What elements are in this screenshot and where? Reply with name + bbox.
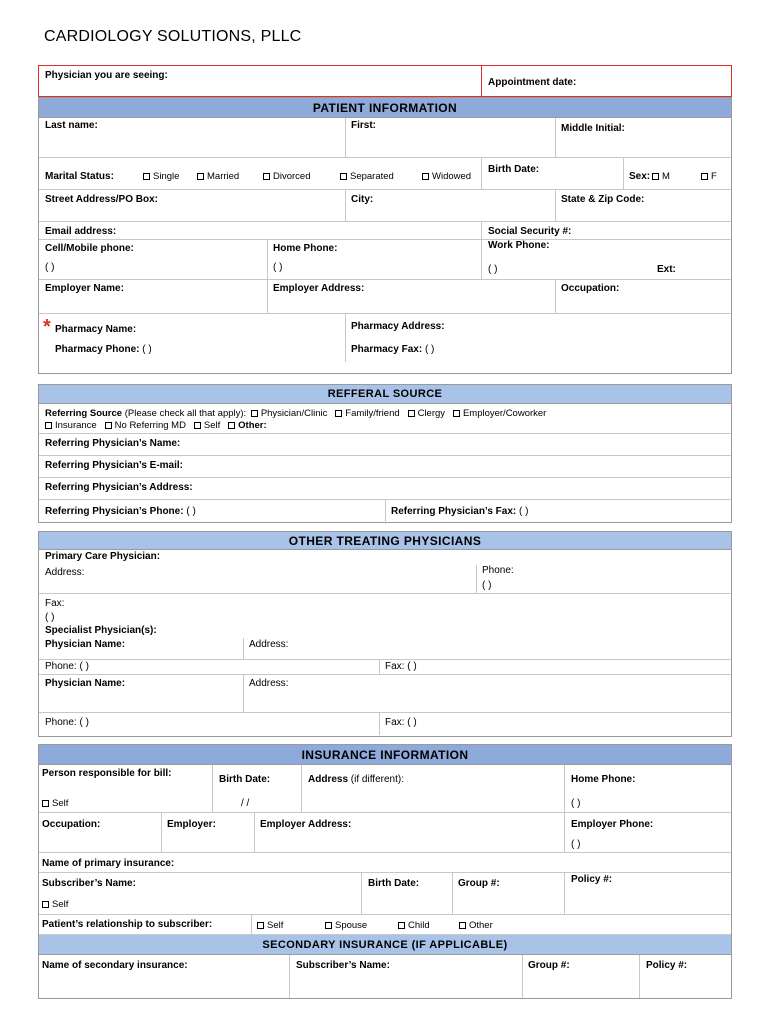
street-address-label: Street Address/PO Box:: [45, 194, 158, 205]
employer-coworker-option[interactable]: Employer/Coworker: [462, 408, 547, 419]
sex-f-checkbox[interactable]: F: [701, 171, 717, 182]
phones-row: [39, 240, 731, 280]
secondary-group-label: Group #:: [528, 960, 570, 971]
pcp-fax-label: Fax:: [45, 598, 65, 609]
ref-address-label: Referring Physician’s Address:: [45, 482, 193, 493]
divorced-checkbox[interactable]: Divorced: [263, 171, 311, 182]
physician-clinic-option[interactable]: Physician/Clinic: [260, 408, 328, 419]
referring-source-line1: Referring Source (Please check all that apply): Physician/Clinic Family/friend Clergy Employer/Coworker: [45, 408, 547, 419]
referring-source-row: [39, 404, 731, 434]
primary-insurance-row: [39, 853, 731, 873]
relationship-label: Patient’s relationship to subscriber:: [42, 919, 213, 930]
home-phone-label: Home Phone:: [273, 243, 338, 254]
patient-information-section: [38, 97, 732, 374]
specialists-label: Specialist Physician(s):: [45, 625, 157, 636]
pcp-row: [39, 550, 731, 594]
city-label: City:: [351, 194, 374, 205]
ins-occupation-label: Occupation:: [42, 819, 101, 830]
physician-label: Physician you are seeing:: [45, 70, 168, 81]
insurance-header: INSURANCE INFORMATION: [39, 745, 731, 765]
name-row: [39, 118, 731, 158]
subscriber-self-checkbox[interactable]: Self: [42, 899, 68, 910]
responsible-label: Person responsible for bill:: [42, 768, 172, 779]
ref-phone-row: [39, 500, 731, 524]
referral-header: REFFERAL SOURCE: [39, 385, 731, 404]
other-option[interactable]: Other:: [238, 420, 267, 431]
policy-label: Policy #:: [571, 874, 613, 885]
subscriber-birth-date-label: Birth Date:: [368, 878, 420, 889]
ref-address-row: [39, 478, 731, 500]
secondary-subscriber-label: Subscriber’s Name:: [296, 960, 390, 971]
pcp-label: Primary Care Physician:: [45, 551, 161, 562]
widowed-checkbox[interactable]: Widowed: [422, 171, 471, 182]
referring-source-line2: [45, 420, 267, 431]
rel-other-checkbox[interactable]: Other: [459, 920, 493, 931]
specialist2-fax: Fax: ( ): [385, 717, 417, 728]
birth-date-label: Birth Date:: [488, 164, 540, 175]
pcp-phone-paren: ( ): [482, 580, 492, 591]
pcp-fax-paren: ( ): [45, 612, 55, 623]
other-physicians-section: [38, 531, 732, 737]
email-label: Email address:: [45, 226, 117, 237]
ext-label: Ext:: [657, 264, 676, 275]
group-label: Group #:: [458, 878, 500, 889]
insurance-option[interactable]: Insurance: [55, 420, 97, 431]
state-zip-label: State & Zip Code:: [561, 194, 645, 205]
page-title: CARDIOLOGY SOLUTIONS, PLLC: [44, 28, 302, 45]
relationship-row: [39, 915, 731, 935]
ins-employer-address-label: Employer Address:: [260, 819, 352, 830]
insurance-section: [38, 744, 732, 999]
sex-m-checkbox[interactable]: M: [652, 171, 670, 182]
ssn-label: Social Security #:: [488, 226, 572, 237]
primary-insurance-label: Name of primary insurance:: [42, 858, 175, 869]
referral-section: [38, 384, 732, 523]
employer-name-label: Employer Name:: [45, 283, 124, 294]
specialist2-phone-row: [39, 713, 731, 735]
address-if-different-label: Address (if different):: [308, 774, 404, 785]
secondary-insurance-header: SECONDARY INSURANCE (IF APPLICABLE): [39, 935, 731, 955]
responsible-self-checkbox[interactable]: Self: [42, 798, 68, 809]
first-name-label: First:: [351, 120, 376, 131]
cell-phone-label: Cell/Mobile phone:: [45, 243, 134, 254]
ref-name-label: Referring Physician’s Name:: [45, 438, 181, 449]
specialist1-phone-row: [39, 660, 731, 675]
work-phone-label: Work Phone:: [488, 240, 550, 251]
specialist1-name-label: Physician Name:: [45, 639, 126, 650]
specialist1-address-label: Address:: [249, 639, 289, 650]
clergy-option[interactable]: Clergy: [417, 408, 446, 419]
self-option[interactable]: Self: [203, 420, 221, 431]
specialist1-row: [39, 638, 731, 660]
email-row: [39, 222, 731, 240]
ref-email-row: [39, 456, 731, 478]
subscriber-name-label: Subscriber’s Name:: [42, 878, 136, 889]
pcp-phone-label: Phone:: [482, 565, 514, 576]
ref-fax-label: Referring Physician’s Fax: ( ): [391, 506, 529, 517]
specialist2-address-label: Address:: [249, 678, 289, 689]
pharmacy-address-label: Pharmacy Address:: [351, 321, 445, 332]
ref-phone-label: Referring Physician’s Phone: ( ): [45, 506, 196, 517]
employer-address-label: Employer Address:: [273, 283, 365, 294]
address-row: [39, 190, 731, 222]
married-checkbox[interactable]: Married: [197, 171, 239, 182]
marital-status-label: Marital Status:: [45, 171, 114, 182]
pharmacy-name-label: Pharmacy Name:: [55, 324, 137, 335]
single-checkbox[interactable]: Single: [143, 171, 179, 182]
cell-phone-paren: ( ): [45, 262, 55, 273]
specialist2-phone: Phone: ( ): [45, 717, 89, 728]
specialist1-fax: Fax: ( ): [385, 661, 417, 672]
physician-appointment-box: [38, 65, 732, 97]
occupation-label: Occupation:: [561, 283, 620, 294]
last-name-label: Last name:: [45, 120, 98, 131]
responsible-row: [39, 765, 731, 813]
ref-name-row: [39, 434, 731, 456]
pharmacy-phone-label: Pharmacy Phone: ( ): [55, 344, 152, 355]
appointment-date-label: Appointment date:: [488, 77, 577, 88]
sex-label: Sex:: [629, 171, 651, 182]
work-phone-paren: ( ): [488, 264, 498, 275]
separated-checkbox[interactable]: Separated: [340, 171, 394, 182]
required-star: *: [43, 316, 51, 338]
ref-email-label: Referring Physician’s E-mail:: [45, 460, 184, 471]
ins-employer-phone-paren: ( ): [571, 839, 581, 850]
rel-self-checkbox[interactable]: Self: [257, 920, 283, 931]
secondary-insurance-label: Name of secondary insurance:: [42, 960, 188, 971]
pcp-address-label: Address:: [45, 567, 85, 578]
patient-information-header: PATIENT INFORMATION: [39, 98, 731, 118]
other-physicians-header: OTHER TREATING PHYSICIANS: [39, 532, 731, 550]
ins-home-phone-label: Home Phone:: [571, 774, 636, 785]
birth-date-slashes: / /: [241, 798, 250, 809]
pharmacy-row: [39, 314, 731, 362]
secondary-row: [39, 955, 731, 998]
employer-row: [39, 280, 731, 314]
specialist2-row: [39, 675, 731, 713]
middle-initial-label: Middle Initial:: [561, 123, 625, 134]
marital-row: [39, 158, 731, 190]
ins-home-phone-paren: ( ): [571, 798, 581, 809]
rel-child-checkbox[interactable]: Child: [398, 920, 430, 931]
responsible-birth-date-label: Birth Date:: [219, 774, 271, 785]
family-friend-option[interactable]: Family/friend: [345, 408, 400, 419]
home-phone-paren: ( ): [273, 262, 283, 273]
ins-employer-phone-label: Employer Phone:: [571, 819, 654, 830]
ins-employer-label: Employer:: [167, 819, 216, 830]
secondary-policy-label: Policy #:: [646, 960, 688, 971]
pharmacy-fax-label: Pharmacy Fax: ( ): [351, 344, 435, 355]
no-referring-md-option[interactable]: No Referring MD: [114, 420, 186, 431]
rel-spouse-checkbox[interactable]: Spouse: [325, 920, 367, 931]
specialist2-name-label: Physician Name:: [45, 678, 126, 689]
pcp-fax-row: [39, 594, 731, 638]
occupation-row: [39, 813, 731, 853]
specialist1-phone: Phone: ( ): [45, 661, 89, 672]
subscriber-row: [39, 873, 731, 915]
